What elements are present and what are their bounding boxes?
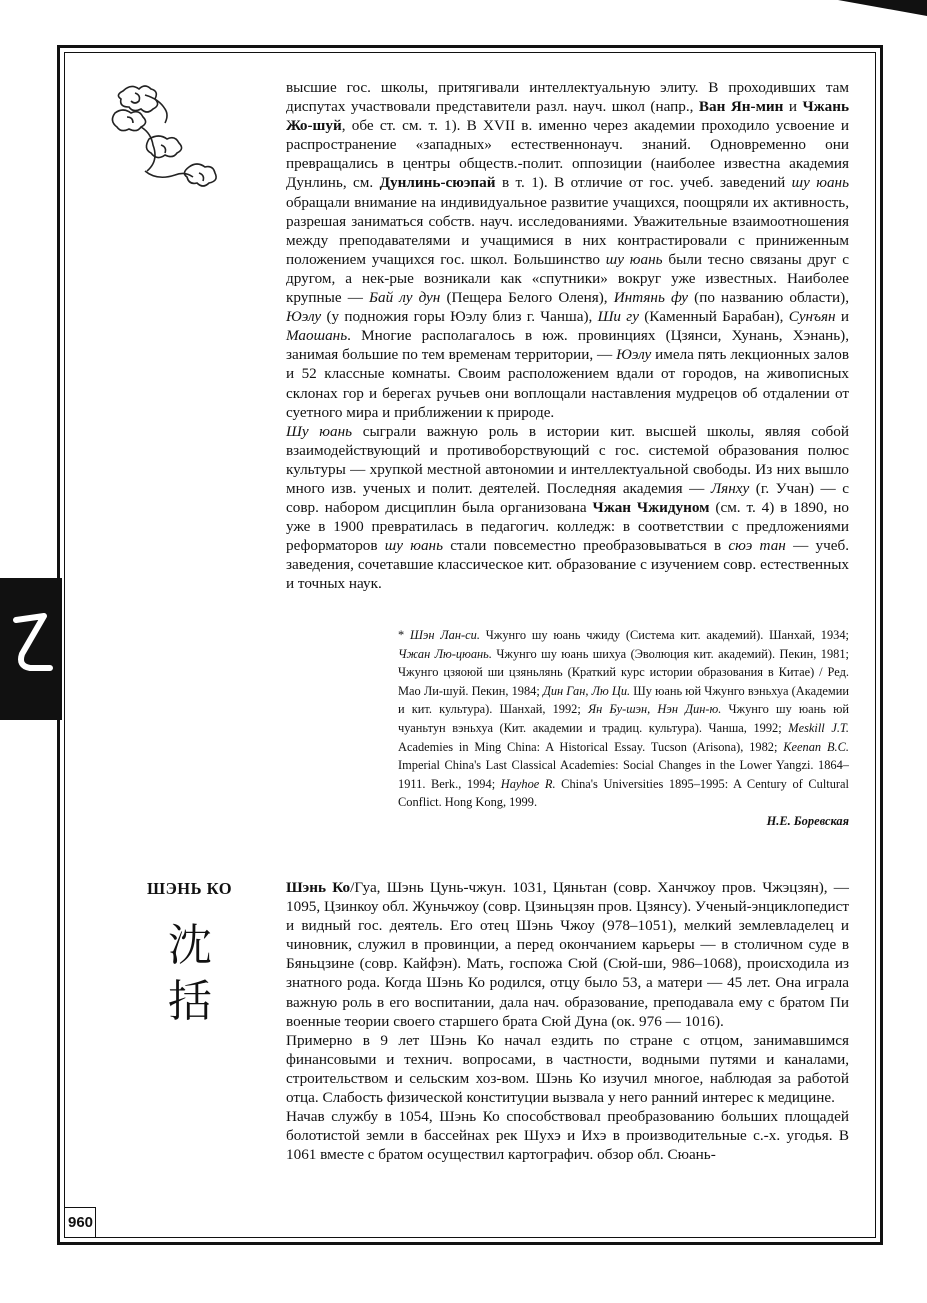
text-run: * <box>398 628 410 642</box>
text-run: (по названию области), <box>688 289 849 307</box>
text-run: China's Universities 1895–1995: A Century of Cultural Conflict. Hong Kong, 1999. <box>398 776 849 810</box>
paragraph <box>286 878 849 1031</box>
italic-term: Маошань <box>286 327 348 345</box>
cloud-ornament-icon <box>105 75 225 195</box>
text-run: высшие гос. школы, притягивали интеллектуальную элиту. В проходивших там диспутах участвовали представители разл. науч. школ (напр., <box>286 79 849 116</box>
text-run: Чжунго шу юань чжиду (Система кит. академий). Шанхай, 1934; <box>479 628 849 642</box>
text-run: (у подножия горы Юэлу близ г. Чанша), <box>321 308 598 326</box>
text-run: были тесно связаны друг с другом, а нек-рые возникали как «спутники» вокруг уже известных. Наиболее крупные — <box>286 250 849 307</box>
text-run: Academies in Ming China: A Historical Essay. Tucson (Arisona), 1982; <box>398 739 784 754</box>
bold-term: Дунлинь-сюэпай <box>379 174 496 192</box>
page-number: 960 <box>67 1214 94 1231</box>
article-author: Н.Е. Боревская <box>766 813 849 828</box>
text-run: Чжунго шу юань юй чуаньтун вэньхуа (Кит. академии и традиц. культура). Чанша, 1992; <box>398 702 849 735</box>
paragraph <box>286 1031 849 1107</box>
italic-term: Лянху <box>710 479 750 497</box>
italic-term: шу юань <box>384 537 443 555</box>
italic-term: Юэлу <box>286 308 322 326</box>
text-run: стали повсеместно преобразовываться в <box>442 537 729 555</box>
text-run: (г. Учан) — с совр. набором дисциплин была организована <box>286 479 849 517</box>
text-run: обращали внимание на индивидуальное развитие учащихся, поощряли их активность, разрешая заниматься собств. науч. исследованиями. Уважительные взаимоотношения между преподавателями и учащимися в них контрастировали с приниженным положением учащихся гос. школ. Большинство <box>286 193 849 268</box>
italic-term: Дин Ган, Лю Ци. <box>542 683 631 698</box>
bibliography-block <box>398 626 849 831</box>
text-run: Начав службу в 1054, Шэнь Ко способствовал преобразованию больших площадей болотистой земли в бассейнах рек Шухэ и Ихэ в производительные с.-х. угодья. В 1061 вместе с братом осуществил картографич. обзор обл. Сюань- <box>286 1108 849 1164</box>
text-run: (см. т. 4) в 1890, но уже в 1900 превратилась в педагогич. колледж: в соответствии с предложениями реформаторов <box>286 499 849 555</box>
text-run: имела пять лекционных залов и 52 классные комнаты. Своим расположением вдали от городов, на живописных склонах гор и берегах ручьев они воплощали наставления мудрецов об отдалении от суетного мира и приближении к природе. <box>286 346 849 421</box>
entry-hanzi-1: 沈 <box>168 920 212 971</box>
italic-term: шу юань <box>791 174 849 192</box>
text-run: Примерно в 9 лет Шэнь Ко начал ездить по стране с отцом, занимавшимся финансовыми и технич. вопросами, в частности, водными путями и каналами, строительством и сельским хоз-вом. Шэнь Ко изучил многое, наблюдая за работой отца. Слабость физической конституции вызвала у него ранний интерес к медицине. <box>286 1031 849 1107</box>
text-run: (Каменный Барабан), <box>638 308 789 326</box>
entry-hanzi-2: 括 <box>168 976 212 1027</box>
text-run: — учеб. заведения, сочетавшие классическое кит. образование с изучением совр. естественных и точных наук. <box>286 537 849 593</box>
text-run: Шу юань юй Чжунго вэньхуа (Академии и кит. культура). Шанхай, 1992; <box>398 683 849 717</box>
italic-term: Keenan B.C. <box>783 739 849 754</box>
article-shen-ko <box>286 878 849 1164</box>
bold-term: Ван Ян-мин <box>698 98 784 116</box>
italic-term: Ян Бу-шэн, Нэн Дин-ю. <box>587 702 722 717</box>
text-run: и <box>835 308 849 326</box>
bibliography-text <box>398 626 849 812</box>
text-run: (Пещера Белого Оленя), <box>440 289 614 307</box>
text-run: Чжунго шу юань шихуа (Эволюция кит. академий). Пекин, 1981; Чжунго цзяоюй ши цзяньлянь (Краткий курс истории образования в Китае) / Ред. Мао Ли-шуй. Пекин, 1984; <box>398 646 849 698</box>
text-run: в т. 1). В отличие от гос. учеб. заведений <box>495 174 792 192</box>
italic-term: Шу юань <box>286 422 353 440</box>
bold-term: Чжань Жо-шуй <box>286 98 849 135</box>
bold-term: Шэнь Ко <box>286 879 351 896</box>
italic-term: Hayhoe R. <box>500 776 556 791</box>
text-run: . Многие располагалось в юж. провинциях (Цзянси, Хунань, Хэнань), занимая большие по тем временам территории, — <box>286 327 849 364</box>
bold-term: Чжан Чжидуном <box>592 499 710 517</box>
italic-term: Ши гу <box>597 308 639 326</box>
text-run: Imperial China's Last Classical Academies: Social Changes in the Lower Yangzi. 1864–1911. Berk., 1994; <box>398 758 849 791</box>
entry-title: ШЭНЬ КО <box>147 879 233 898</box>
text-run: и <box>783 98 803 116</box>
italic-term: Шэн Лан-си. <box>409 628 480 642</box>
paragraph <box>286 78 849 422</box>
page-corner-arrow <box>838 0 927 16</box>
section-glyph-icon <box>10 610 54 680</box>
italic-term: Бай лу дун <box>369 289 441 307</box>
italic-term: Юэлу <box>616 346 652 364</box>
italic-term: Meskill J.T. <box>788 720 850 735</box>
paragraph <box>286 422 849 594</box>
italic-term: шу юань <box>605 250 663 268</box>
text-run: , обе ст. см. т. 1). В XVII в. именно через академии проходило усвоение и распространение «западных» естественнонауч. знаний. Одновременно они превращались в центры обществ.-полит. оппозиции (наиболее известна академия Дунлинь, см. <box>286 117 849 192</box>
italic-term: Чжан Лю-цюань. <box>398 646 492 661</box>
text-run: сыграли важную роль в истории кит. высшей школы, являя собой взаимодействующий и противоборствующий с гос. системой образования полюс культуры — хрупкой местной автономии и интеллектуальной свободы. Из них вышло много изв. ученых и полит. деятелей. Последняя академия — <box>286 422 849 497</box>
italic-term: сюэ тан <box>728 537 786 555</box>
italic-term: Сунъян <box>788 308 836 326</box>
paragraph <box>286 1107 849 1164</box>
italic-term: Интянь фу <box>613 289 689 307</box>
article-shu-yuan-continuation <box>286 78 849 594</box>
text-run: /Гуа, Шэнь Цунь-чжун. 1031, Цяньтан (совр. Ханчжоу пров. Чжэцзян), — 1095, Цзинкоу обл. Жуньчжоу (совр. Цзиньцзян пров. Цзянсу). Ученый-энциклопедист и видный гос. деятель. Его отец Шэнь Чжоу (978–1051), мелкий землевладелец и чиновник, служил в провинции, а перед окончанием карьеры — в столичном суде в Бяньцзине (совр. Кайфэн). Мать, госпожа Сюй (Сюй-ши, 986–1068), происходила из знатного рода. Когда Шэнь Ко родился, отцу было 53, а матери — 45 лет. Она играла важную роль в его воспитании, дала нач. образование, преподавала ему с братом Пи военные теории своего старшего брата Сюй Дуна (ок. 976 — 1016). <box>286 879 849 1030</box>
